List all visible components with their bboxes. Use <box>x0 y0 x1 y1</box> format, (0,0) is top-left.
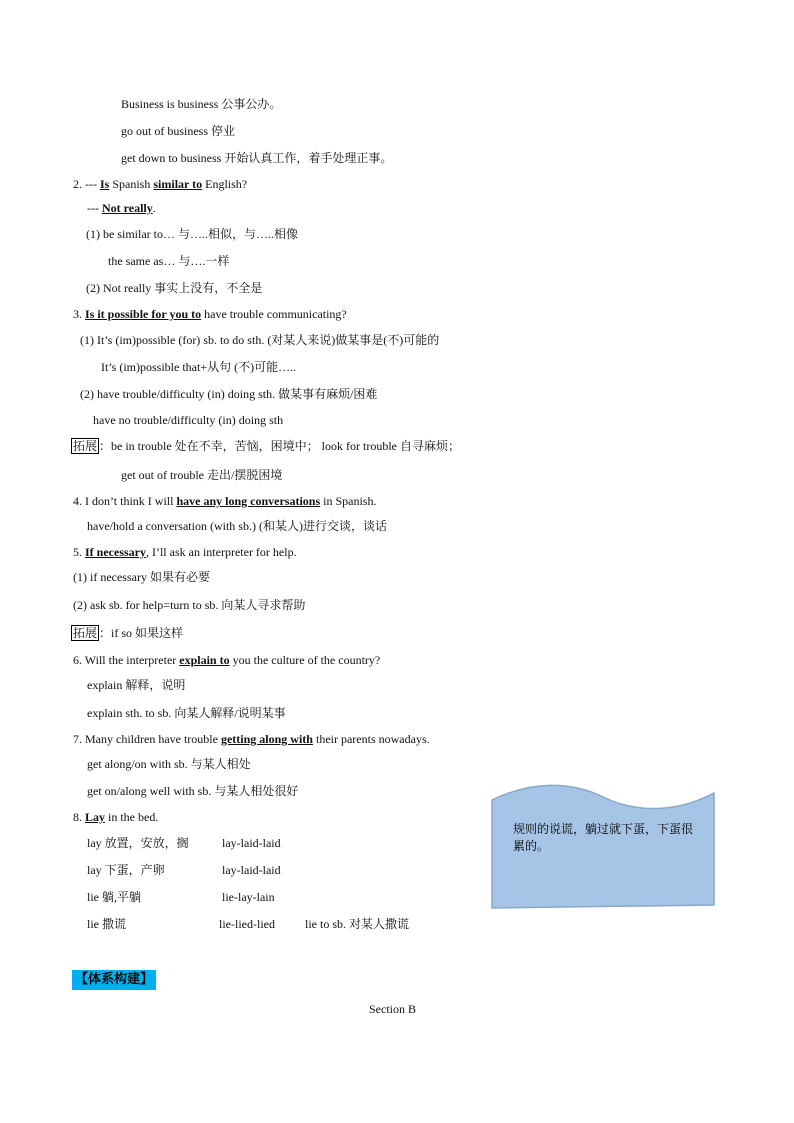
question-3: 3. Is it possible for you to have trouble communicating? <box>73 307 347 321</box>
note-line: (1) It’s (im)possible (for) sb. to do sth. (对某人来说)做某事是(不)可能的 <box>80 333 440 347</box>
note-line: (2) have trouble/difficulty (in) doing sth. 做某事有麻烦/困难 <box>80 387 378 401</box>
question-4: 4. I don’t think I will have any long conversations in Spanish. <box>73 494 377 508</box>
note-line: lay-laid-laid <box>222 836 281 850</box>
note-line: get down to business 开始认真工作，着手处理正事。 <box>121 151 393 165</box>
question-8: 8. Lay in the bed. <box>73 810 159 824</box>
question-7: 7. Many children have trouble getting along with their parents nowadays. <box>73 732 430 746</box>
note-line: Business is business 公事公办。 <box>121 97 282 111</box>
note-line: lie-lay-lain <box>222 890 275 904</box>
note-line: (2) ask sb. for help=turn to sb. 向某人寻求帮助 <box>73 598 306 612</box>
note-line: lie-lied-lied <box>219 917 275 931</box>
note-line: get on/along well with sb. 与某人相处很好 <box>87 784 299 798</box>
note-line: lay-laid-laid <box>222 863 281 877</box>
extension-line: 拓展 ：if so 如果这样 <box>73 626 184 640</box>
key-phrase: explain to <box>179 653 230 667</box>
note-line: It’s (im)possible that+从句 (不)可能….. <box>101 360 297 374</box>
extension-label: 拓展 <box>73 626 98 640</box>
extension-label: 拓展 <box>73 439 98 453</box>
key-phrase: Not really <box>102 201 153 215</box>
extension-line: 拓展 ：be in trouble 处在不幸，苦恼，困境中； look for trouble 自寻麻烦； <box>73 439 460 453</box>
key-phrase: If necessary <box>85 545 146 559</box>
note-line: (1) be similar to… 与…..相似，与…..相像 <box>86 227 298 241</box>
note-line: lay 放置，安放，搁 <box>87 836 189 850</box>
note-line: (1) if necessary 如果有必要 <box>73 570 210 584</box>
key-phrase: similar to <box>153 177 203 191</box>
key-phrase: Is <box>100 177 110 191</box>
key-phrase: have any long conversations <box>176 494 321 508</box>
note-line: get out of trouble 走出/摆脱困境 <box>121 468 283 482</box>
note-line: lie 躺,平躺 <box>87 890 141 904</box>
note-line: lie to sb. 对某人撒谎 <box>305 917 409 931</box>
note-line: get along/on with sb. 与某人相处 <box>87 757 251 771</box>
answer-2: --- Not really. <box>87 201 156 215</box>
key-phrase: Lay <box>85 810 106 824</box>
note-line: go out of business 停业 <box>121 124 236 138</box>
note-line: the same as… 与….一样 <box>108 254 230 268</box>
key-phrase: getting along with <box>220 732 313 746</box>
note-line: (2) Not really 事实上没有，不全是 <box>86 281 263 295</box>
wave-callout <box>491 783 716 910</box>
question-6: 6. Will the interpreter explain to you the culture of the country? <box>73 653 381 667</box>
note-line: have/hold a conversation (with sb.) (和某人)进行交谈，谈话 <box>87 519 387 533</box>
note-line: explain sth. to sb. 向某人解释/说明某事 <box>87 706 286 720</box>
callout-text: 规则的说谎，躺过就下蛋，下蛋很累的。 <box>513 822 694 853</box>
note-line: lay 下蛋，产卵 <box>87 863 165 877</box>
section-header: 【体系构建】 <box>72 970 156 990</box>
key-phrase: Is it possible for you to <box>85 307 202 321</box>
question-2: 2. --- Is Spanish similar to English? <box>73 177 248 191</box>
note-line: lie 撒谎 <box>87 917 126 931</box>
note-line: explain 解释，说明 <box>87 678 186 692</box>
note-line: have no trouble/difficulty (in) doing sth <box>93 413 284 427</box>
question-5: 5. If necessary, I’ll ask an interpreter for help. <box>73 545 297 559</box>
section-title: Section B <box>369 1002 416 1016</box>
